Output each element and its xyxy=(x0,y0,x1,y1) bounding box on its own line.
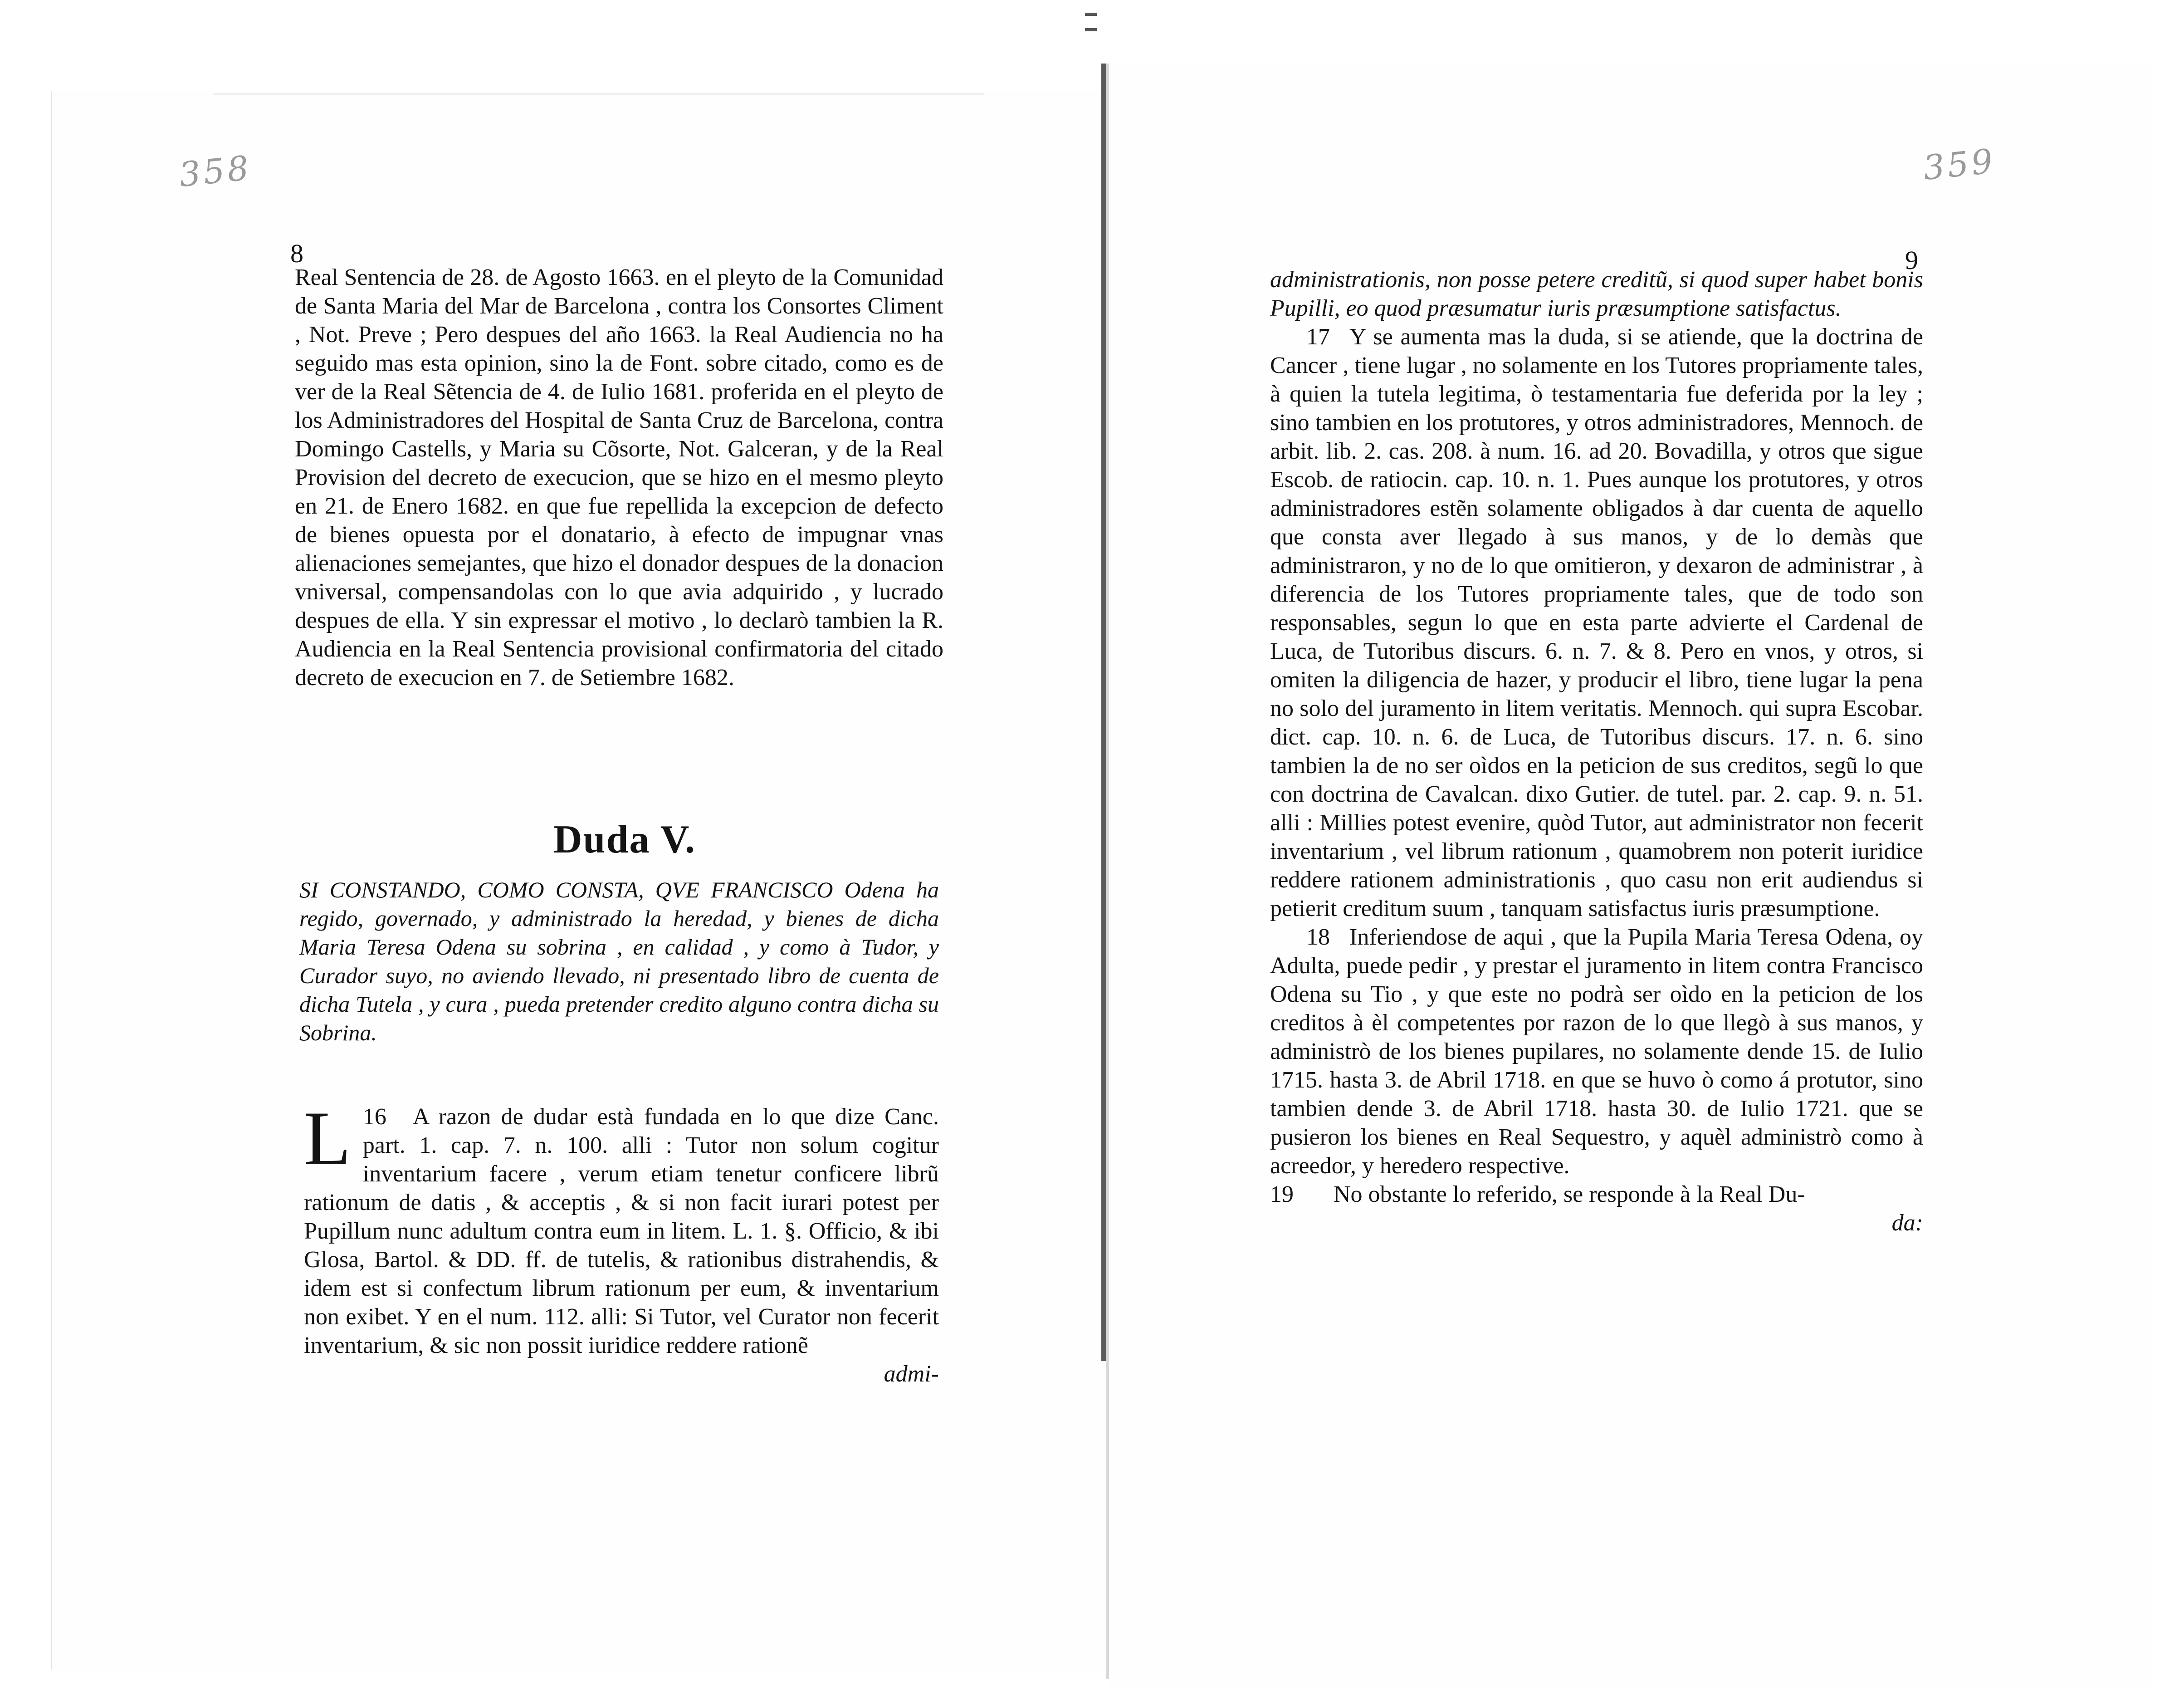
scan-streak xyxy=(213,93,984,95)
right-page-opening-text: administrationis, non posse petere creditũ, si quod super habet bonis Pupilli, eo quod præsumatur iuris præsumptione satisfactus. xyxy=(1270,267,1923,321)
edge-mark xyxy=(1085,28,1097,31)
drop-cap: L xyxy=(304,1096,351,1181)
paragraph-19-text: No obstante lo referido, se responde à la Real Du- xyxy=(1334,1181,1805,1207)
paragraph-16 xyxy=(304,1096,939,1388)
catchword-right: da: xyxy=(1891,1210,1923,1236)
page-number-right: 9 xyxy=(1905,245,1918,275)
doubt-question-text: SI CONSTANDO, COMO CONSTA, QVE FRANCISCO Odena ha regido, governado, y administrado la heredad, y bienes de dicha Maria Teresa Odena su sobrina , en calidad , y como à Tudor, y Curador suyo, no aviendo llevado, ni presentado libro de cuenta de dicha Tutela , y cura , pueda pretender credito alguno contra dicha su Sobrina. xyxy=(299,877,939,1045)
paragraph-number: 18 xyxy=(1306,924,1330,950)
book-gutter xyxy=(1101,64,1106,1361)
gutter-shadow xyxy=(1106,64,1109,1679)
paragraph-number: 19 xyxy=(1270,1181,1294,1207)
paragraph-number: 16 xyxy=(362,1104,386,1130)
edge-mark xyxy=(1085,13,1097,16)
section-heading: Duda V. xyxy=(553,818,696,862)
right-page-body xyxy=(1270,265,1923,1237)
page-number-left: 8 xyxy=(290,239,303,268)
handwritten-folio-right: 359 xyxy=(1921,141,1998,188)
paragraph-19 xyxy=(1270,1180,1923,1209)
left-page-body xyxy=(295,263,943,692)
left-page-opening-text: Real Sentencia de 28. de Agosto 1663. en el pleyto de la Comunidad de Santa Maria del Mar de Barcelona , contra los Consortes Climent , Not. Preve ; Pero despues del año 1663. la Real Audiencia no ha seguido mas esta opinion, sino la de Font. sobre citado, como es de ver de la Real Sẽtencia de 4. de Iulio 1681. proferida en el pleyto de los Administradores del Hospital de Santa Cruz de Barcelona, contra Domingo Castells, y Maria su Cõsorte, Not. Galceran, y de la Real Provision del decreto de execucion, que se hizo en el mesmo pleyto en 21. de Enero 1682. en que fue repellida la excepcion de defecto de bienes opuesta por el donatario, à efecto de impugnar vnas alienaciones semejantes, que hizo el donador despues de la donacion vniversal, compensandolas con lo que avia adquirido , y lucrado despues de ella. Y sin expressar el motivo , lo declarò tambien la R. Audiencia en la Real Sentencia provisional confirmatoria del citado decreto de execucion en 7. de Setiembre 1682. xyxy=(295,265,943,691)
paragraph-16-text: A razon de dudar està fundada en lo que dize Canc. part. 1. cap. 7. n. 100. alli : Tutor non solum cogitur inventarium facere , verum etiam tenetur conficere librũ rationum de datis , & acceptis , & si non facit iurari potest per Pupillum nunc adultum contra eum in litem. L. 1. §. Officio, & ibi Glosa, Bartol. & DD. ff. de tutelis, & rationibus distrahendis, & idem est si confectum librum rationum per eum, & inventarium non exibet. Y en el num. 112. alli: Si Tutor, vel Curator non fecerit inventarium, & sic non possit iuridice reddere rationẽ xyxy=(304,1104,939,1358)
paragraph-18 xyxy=(1270,923,1923,1180)
catchword-left: admi- xyxy=(884,1361,939,1387)
doubt-question xyxy=(299,876,939,1047)
paragraph-18-text: Inferiendose de aqui , que la Pupila Maria Teresa Odena, oy Adulta, puede pedir , y prestar el juramento in litem contra Francisco Odena su Tio , y que este no podrà ser oìdo en la peticion de los creditos à èl competentes por razon de lo que llegò à sus manos, y administrò de los bienes pupilares, no solamente dende 15. de Iulio 1715. hasta 3. de Abril 1718. en que se huvo ò como á protutor, sino tambien dende 3. de Abril 1718. hasta 30. de Iulio 1721. que se pusieron los bienes en Real Sequestro, y aquèl administrò como à acreedor, y heredero respective. xyxy=(1270,924,1923,1179)
paragraph-number: 17 xyxy=(1306,324,1330,350)
paragraph-17 xyxy=(1270,323,1923,923)
handwritten-folio-left: 358 xyxy=(177,148,254,195)
paragraph-17-text: Y se aumenta mas la duda, si se atiende, que la doctrina de Cancer , tiene lugar , no solamente en los Tutores propriamente tales, à quien la tutela legitima, ò testamentaria fue deferida por la ley ; sino tambien en los protutores, y otros administradores, Mennoch. de arbit. lib. 2. cas. 208. à num. 16. ad 20. Bovadilla, y otros que sigue Escob. de ratiocin. cap. 10. n. 1. Pues aunque los protutores, y otros administradores estẽn solamente obligados à dar cuenta de aquello que consta aver llegado à sus manos, y de lo demàs que administraron, y no de lo que omitieron, y dexaron de administrar , à diferencia de los Tutores propriamente tales, que de todo son responsables, segun lo que en esta parte advierte el Cardenal de Luca, de Tutoribus discurs. 6. n. 7. & 8. Pero en vnos, y otros, si omiten la diligencia de hazer, y producir el libro, tiene lugar la pena no solo del juramento in litem veritatis. Mennoch. qui supra Escobar. dict. cap. 10. n. 6. de Luca, de Tutoribus discurs. 17. n. 6. sino tambien la de no ser oìdos en la peticion de sus creditos, segũ lo que con doctrina de Cavalcan. dixo Gutier. de tutel. par. 2. cap. 9. n. 51. alli : Millies potest evenire, quòd Tutor, aut administrator non fecerit inventarium , vel librum rationum , quamobrem non poterit iuridice reddere rationem administrationis , quo casu non erit audiendus si petierit creditum suum , tanquam satisfactus iuris præsumptione. xyxy=(1270,324,1923,921)
